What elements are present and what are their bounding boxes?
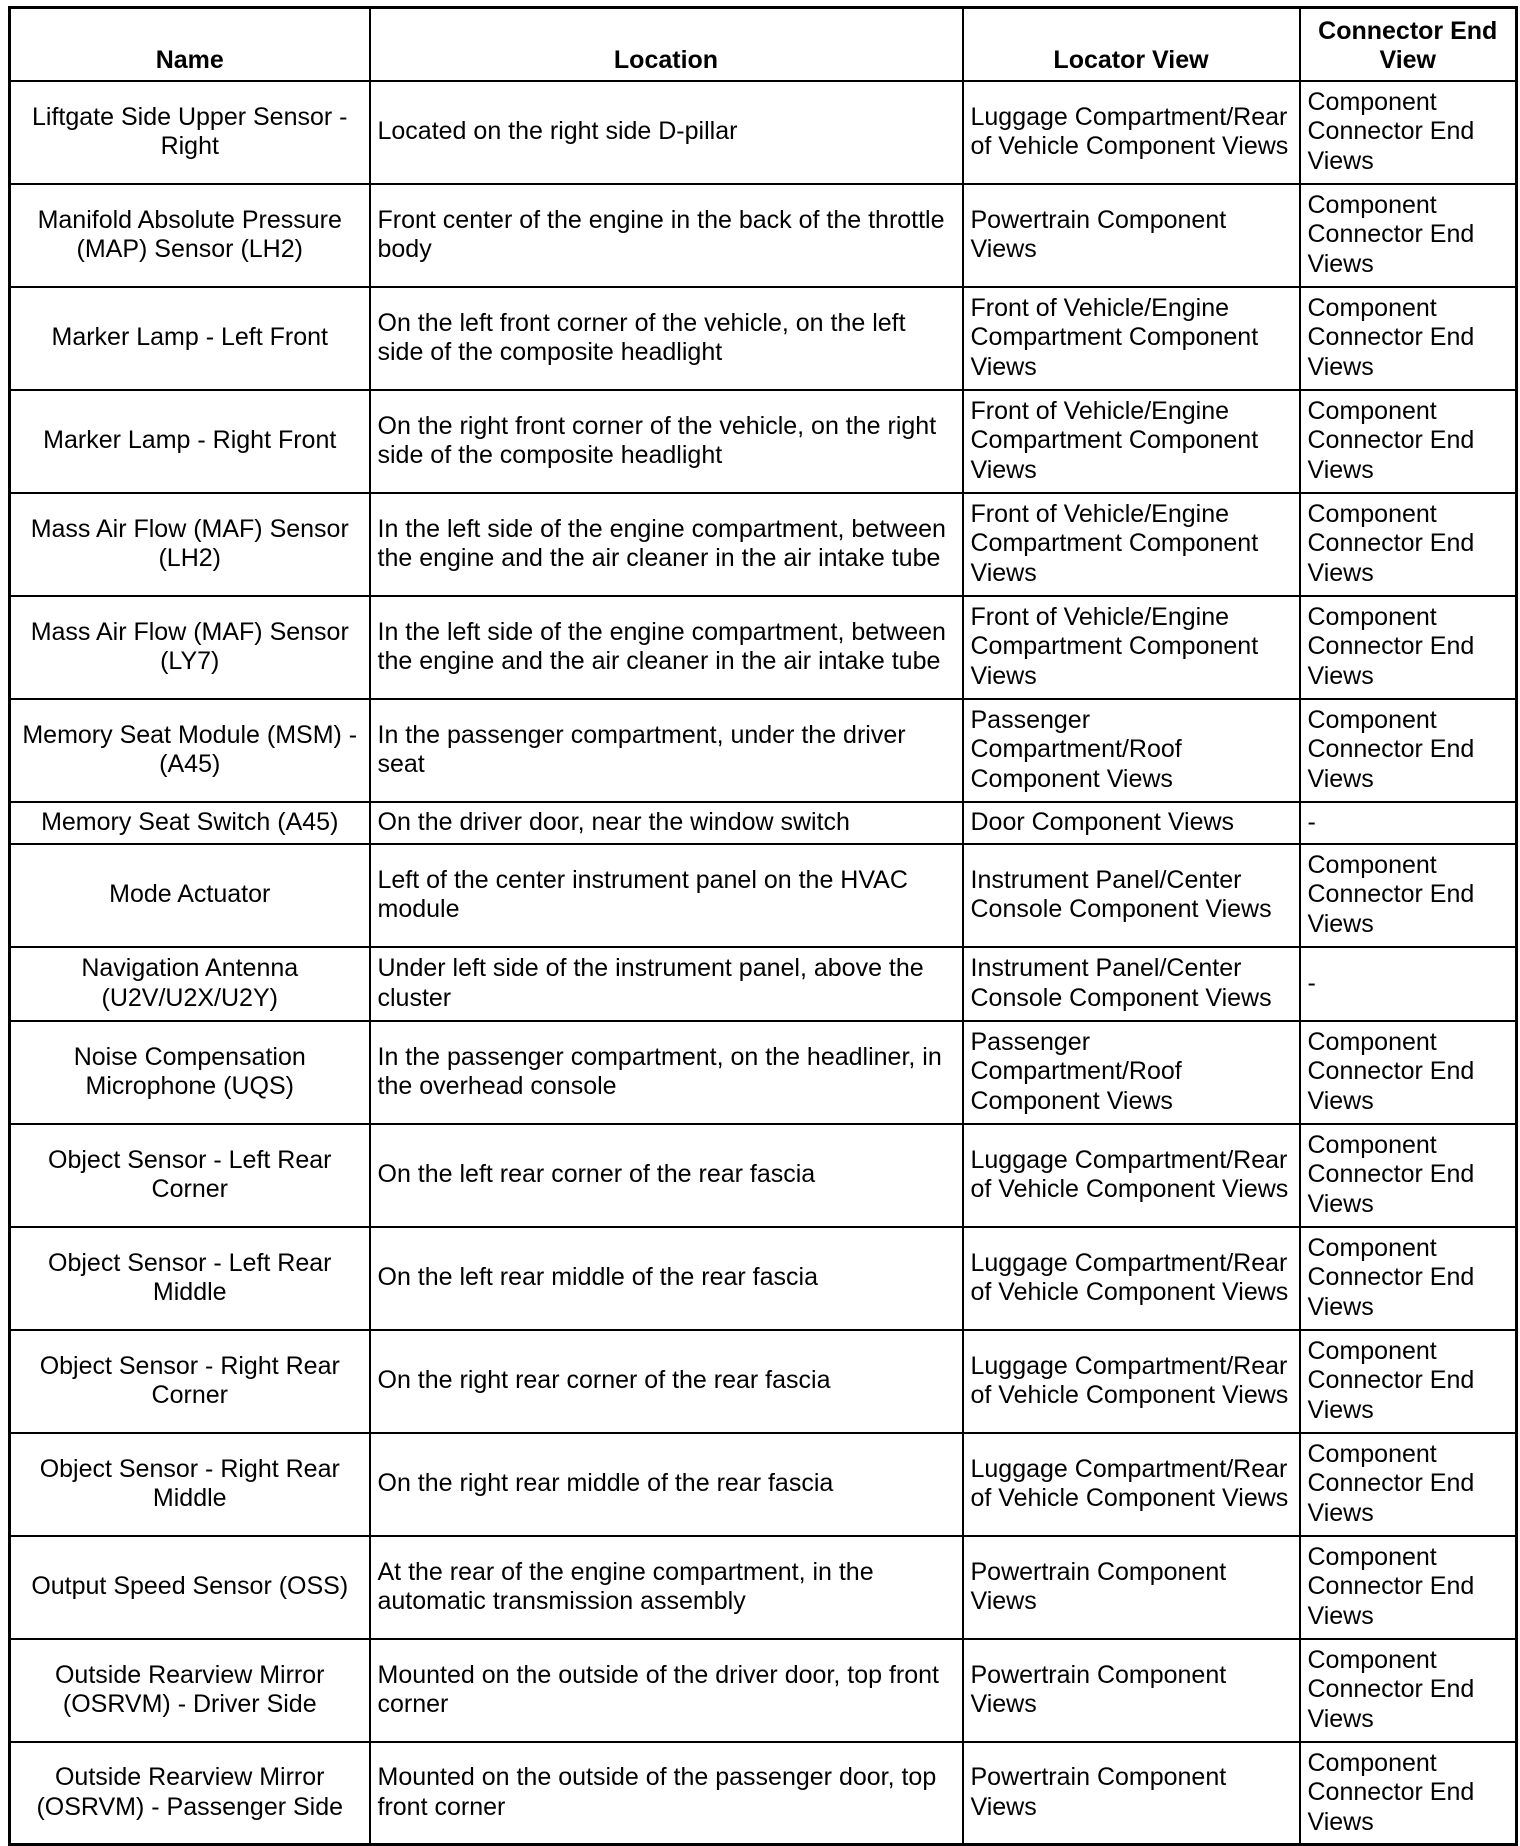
table-row bbox=[10, 1124, 1517, 1227]
cell-name: Object Sensor - Left Rear Middle bbox=[10, 1227, 370, 1330]
cell-locator-view: Luggage Compartment/Rear of Vehicle Component Views bbox=[963, 81, 1300, 184]
cell-locator-view: Luggage Compartment/Rear of Vehicle Component Views bbox=[963, 1433, 1300, 1536]
cell-location: On the left rear middle of the rear fascia bbox=[370, 1227, 963, 1330]
header-location: Location bbox=[370, 8, 963, 81]
cell-name: Mode Actuator bbox=[10, 844, 370, 947]
cell-locator-view: Luggage Compartment/Rear of Vehicle Component Views bbox=[963, 1330, 1300, 1433]
cell-locator-view: Powertrain Component Views bbox=[963, 184, 1300, 287]
table-row bbox=[10, 699, 1517, 802]
cell-locator-view: Powertrain Component Views bbox=[963, 1742, 1300, 1845]
table-row bbox=[10, 596, 1517, 699]
cell-connector-end-view: Component Connector End Views bbox=[1300, 699, 1517, 802]
cell-location: In the left side of the engine compartment, between the engine and the air cleaner in the air intake tube bbox=[370, 493, 963, 596]
cell-locator-view: Powertrain Component Views bbox=[963, 1639, 1300, 1742]
table-row bbox=[10, 1639, 1517, 1742]
header-name: Name bbox=[10, 8, 370, 81]
cell-locator-view: Luggage Compartment/Rear of Vehicle Component Views bbox=[963, 1124, 1300, 1227]
cell-name: Object Sensor - Right Rear Corner bbox=[10, 1330, 370, 1433]
cell-connector-end-view: - bbox=[1300, 947, 1517, 1021]
cell-name: Mass Air Flow (MAF) Sensor (LH2) bbox=[10, 493, 370, 596]
cell-connector-end-view: Component Connector End Views bbox=[1300, 81, 1517, 184]
table-row bbox=[10, 1433, 1517, 1536]
table-row bbox=[10, 1330, 1517, 1433]
cell-connector-end-view: Component Connector End Views bbox=[1300, 184, 1517, 287]
table-row bbox=[10, 287, 1517, 390]
cell-locator-view: Instrument Panel/Center Console Component Views bbox=[963, 844, 1300, 947]
cell-name: Memory Seat Module (MSM) - (A45) bbox=[10, 699, 370, 802]
cell-location: On the left rear corner of the rear fascia bbox=[370, 1124, 963, 1227]
cell-name: Outside Rearview Mirror (OSRVM) - Passenger Side bbox=[10, 1742, 370, 1845]
cell-name: Object Sensor - Right Rear Middle bbox=[10, 1433, 370, 1536]
cell-name: Marker Lamp - Right Front bbox=[10, 390, 370, 493]
cell-connector-end-view: Component Connector End Views bbox=[1300, 1021, 1517, 1124]
header-connector-end-view: Connector End View bbox=[1300, 8, 1517, 81]
cell-name: Output Speed Sensor (OSS) bbox=[10, 1536, 370, 1639]
cell-connector-end-view: - bbox=[1300, 802, 1517, 844]
table-row bbox=[10, 81, 1517, 184]
cell-connector-end-view: Component Connector End Views bbox=[1300, 1536, 1517, 1639]
cell-locator-view: Passenger Compartment/Roof Component Views bbox=[963, 1021, 1300, 1124]
cell-connector-end-view: Component Connector End Views bbox=[1300, 493, 1517, 596]
table-header-row bbox=[10, 8, 1517, 81]
cell-locator-view: Passenger Compartment/Roof Component Views bbox=[963, 699, 1300, 802]
cell-locator-view: Front of Vehicle/Engine Compartment Component Views bbox=[963, 390, 1300, 493]
cell-location: In the left side of the engine compartment, between the engine and the air cleaner in the air intake tube bbox=[370, 596, 963, 699]
cell-name: Noise Compensation Microphone (UQS) bbox=[10, 1021, 370, 1124]
cell-connector-end-view: Component Connector End Views bbox=[1300, 596, 1517, 699]
cell-location: Located on the right side D-pillar bbox=[370, 81, 963, 184]
cell-name: Memory Seat Switch (A45) bbox=[10, 802, 370, 844]
cell-name: Mass Air Flow (MAF) Sensor (LY7) bbox=[10, 596, 370, 699]
header-locator-view: Locator View bbox=[963, 8, 1300, 81]
cell-locator-view: Powertrain Component Views bbox=[963, 1536, 1300, 1639]
table-row bbox=[10, 802, 1517, 844]
cell-connector-end-view: Component Connector End Views bbox=[1300, 1639, 1517, 1742]
cell-location: At the rear of the engine compartment, in the automatic transmission assembly bbox=[370, 1536, 963, 1639]
cell-connector-end-view: Component Connector End Views bbox=[1300, 1742, 1517, 1845]
cell-name: Navigation Antenna (U2V/U2X/U2Y) bbox=[10, 947, 370, 1021]
table-body bbox=[10, 81, 1517, 1845]
cell-connector-end-view: Component Connector End Views bbox=[1300, 844, 1517, 947]
cell-locator-view: Front of Vehicle/Engine Compartment Component Views bbox=[963, 596, 1300, 699]
cell-connector-end-view: Component Connector End Views bbox=[1300, 390, 1517, 493]
cell-locator-view: Front of Vehicle/Engine Compartment Component Views bbox=[963, 493, 1300, 596]
cell-location: Left of the center instrument panel on the HVAC module bbox=[370, 844, 963, 947]
component-locator-table bbox=[8, 6, 1518, 1846]
table-row bbox=[10, 1742, 1517, 1845]
cell-location: Mounted on the outside of the passenger door, top front corner bbox=[370, 1742, 963, 1845]
cell-locator-view: Front of Vehicle/Engine Compartment Component Views bbox=[963, 287, 1300, 390]
component-locator-table-wrapper bbox=[8, 6, 1518, 1846]
table-row bbox=[10, 184, 1517, 287]
cell-name: Liftgate Side Upper Sensor - Right bbox=[10, 81, 370, 184]
cell-location: On the driver door, near the window switch bbox=[370, 802, 963, 844]
cell-connector-end-view: Component Connector End Views bbox=[1300, 1124, 1517, 1227]
cell-location: On the right front corner of the vehicle, on the right side of the composite headlight bbox=[370, 390, 963, 493]
cell-connector-end-view: Component Connector End Views bbox=[1300, 1433, 1517, 1536]
cell-location: In the passenger compartment, under the driver seat bbox=[370, 699, 963, 802]
table-row bbox=[10, 1021, 1517, 1124]
cell-location: On the left front corner of the vehicle, on the left side of the composite headlight bbox=[370, 287, 963, 390]
cell-connector-end-view: Component Connector End Views bbox=[1300, 287, 1517, 390]
table-row bbox=[10, 844, 1517, 947]
table-row bbox=[10, 947, 1517, 1021]
cell-connector-end-view: Component Connector End Views bbox=[1300, 1227, 1517, 1330]
table-row bbox=[10, 1227, 1517, 1330]
cell-locator-view: Door Component Views bbox=[963, 802, 1300, 844]
cell-name: Object Sensor - Left Rear Corner bbox=[10, 1124, 370, 1227]
cell-location: Under left side of the instrument panel, above the cluster bbox=[370, 947, 963, 1021]
cell-location: On the right rear middle of the rear fascia bbox=[370, 1433, 963, 1536]
cell-locator-view: Instrument Panel/Center Console Component Views bbox=[963, 947, 1300, 1021]
cell-location: Front center of the engine in the back of the throttle body bbox=[370, 184, 963, 287]
cell-location: On the right rear corner of the rear fascia bbox=[370, 1330, 963, 1433]
cell-name: Outside Rearview Mirror (OSRVM) - Driver Side bbox=[10, 1639, 370, 1742]
cell-name: Marker Lamp - Left Front bbox=[10, 287, 370, 390]
table-row bbox=[10, 1536, 1517, 1639]
table-row bbox=[10, 390, 1517, 493]
table-row bbox=[10, 493, 1517, 596]
cell-location: Mounted on the outside of the driver door, top front corner bbox=[370, 1639, 963, 1742]
cell-location: In the passenger compartment, on the headliner, in the overhead console bbox=[370, 1021, 963, 1124]
cell-locator-view: Luggage Compartment/Rear of Vehicle Component Views bbox=[963, 1227, 1300, 1330]
cell-name: Manifold Absolute Pressure (MAP) Sensor (LH2) bbox=[10, 184, 370, 287]
cell-connector-end-view: Component Connector End Views bbox=[1300, 1330, 1517, 1433]
